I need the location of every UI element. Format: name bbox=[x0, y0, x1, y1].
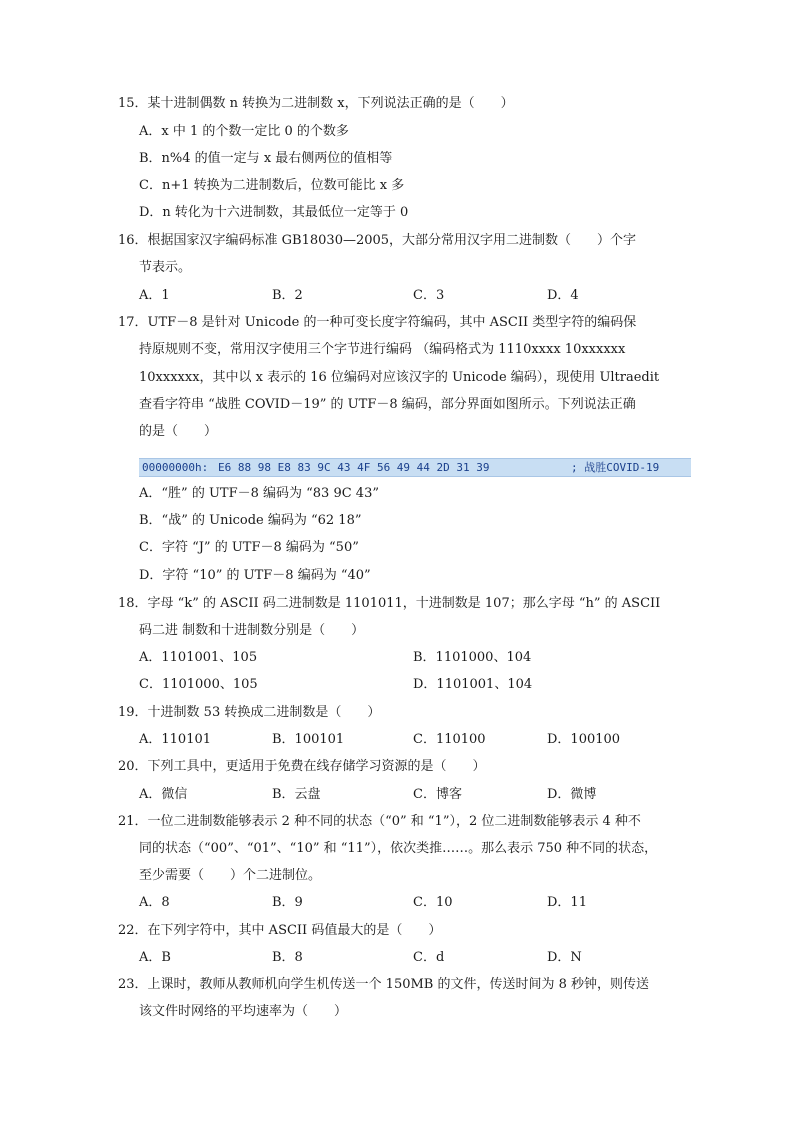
q18-option-c: C．1101000、105 bbox=[139, 677, 258, 692]
q22-option-c: C．d bbox=[413, 950, 445, 965]
q17-option-c: C．字符 “J” 的 UTF－8 编码为 “50” bbox=[139, 540, 359, 555]
question-17-stem-line5: 的是（ ） bbox=[139, 424, 218, 439]
question-21-stem-line3: 至少需要（ ）个二进制位。 bbox=[139, 868, 322, 883]
question-17-stem-line4: 查看字符串 “战胜 COVID－19” 的 UTF－8 编码，部分界面如图所示。下列说法正确 bbox=[139, 397, 636, 412]
question-21-stem-line2: 同的状态（“00”、“01”、“10” 和 “11”），依次类推……。那么表示 750 种不同的状态， bbox=[139, 841, 658, 856]
q20-option-a: A．微信 bbox=[139, 787, 188, 802]
q19-option-b: B．100101 bbox=[272, 732, 345, 747]
q17-option-a: A．“胜” 的 UTF－8 编码为 “83 9C 43” bbox=[139, 486, 379, 501]
question-17-stem-line3: 10xxxxxx，其中以 x 表示的 16 位编码对应该汉字的 Unicode 编码），现使用 Ultraedit bbox=[139, 370, 660, 385]
q18-option-b: B．1101000、104 bbox=[413, 650, 532, 665]
hex-address: 00000000h: bbox=[142, 461, 209, 474]
question-15-stem: 15．某十进制偶数 n 转换为二进制数 x，下列说法正确的是（ ） bbox=[118, 96, 514, 111]
q16-option-d: D．4 bbox=[547, 288, 579, 303]
q18-options-row2 bbox=[139, 675, 699, 695]
question-23-stem-line1: 23．上课时，教师从教师机向学生机传送一个 150MB 的文件，传送时间为 8 秒钟，则传送 bbox=[118, 977, 650, 992]
q20-options bbox=[139, 785, 699, 805]
q18-option-d: D．1101001、104 bbox=[413, 677, 533, 692]
q16-option-c: C．3 bbox=[413, 288, 445, 303]
q17-option-d: D．字符 “10” 的 UTF－8 编码为 “40” bbox=[139, 568, 371, 583]
q15-option-c: C．n+1 转换为二进制数后，位数可能比 x 多 bbox=[139, 178, 405, 193]
question-17-stem-line1: 17．UTF－8 是针对 Unicode 的一种可变长度字符编码，其中 ASCII 类型字符的编码保 bbox=[118, 315, 637, 330]
q20-option-b: B．云盘 bbox=[272, 787, 321, 802]
q15-option-b: B．n%4 的值一定与 x 最右侧两位的值相等 bbox=[139, 151, 393, 166]
q22-option-b: B．8 bbox=[272, 950, 303, 965]
q18-option-a: A．1101001、105 bbox=[139, 650, 258, 665]
q22-options bbox=[139, 948, 699, 968]
question-22-stem: 22．在下列字符中，其中 ASCII 码值最大的是（ ） bbox=[118, 923, 442, 938]
hex-ascii-preview: ; 战胜COVID-19 bbox=[571, 461, 660, 474]
q20-option-d: D．微博 bbox=[547, 787, 597, 802]
q19-options bbox=[139, 730, 699, 750]
q16-options bbox=[139, 286, 699, 306]
q19-option-d: D．100100 bbox=[547, 732, 621, 747]
question-19-stem: 19．十进制数 53 转换成二进制数是（ ） bbox=[118, 705, 381, 720]
q21-option-b: B．9 bbox=[272, 895, 303, 910]
hex-editor-row bbox=[139, 458, 691, 477]
q16-option-b: B．2 bbox=[272, 288, 303, 303]
q18-options-row1 bbox=[139, 648, 699, 668]
q21-option-c: C．10 bbox=[413, 895, 453, 910]
question-18-stem-line2: 码二进 制数和十进制数分别是（ ） bbox=[139, 623, 365, 638]
question-16-stem-line1: 16．根据国家汉字编码标准 GB18030—2005，大部分常用汉字用二进制数（ ）个字 bbox=[118, 233, 637, 248]
q17-option-b: B．“战” 的 Unicode 编码为 “62 18” bbox=[139, 513, 362, 528]
q19-option-c: C．110100 bbox=[413, 732, 486, 747]
question-18-stem-line1: 18．字母 “k” 的 ASCII 码二进制数是 1101011，十进制数是 107；那么字母 “h” 的 ASCII bbox=[118, 596, 661, 611]
q21-option-a: A．8 bbox=[139, 895, 170, 910]
question-16-stem-line2: 节表示。 bbox=[139, 260, 192, 275]
question-20-stem: 20．下列工具中，更适用于免费在线存储学习资源的是（ ） bbox=[118, 759, 486, 774]
q16-option-a: A．1 bbox=[139, 288, 170, 303]
hex-bytes: E6 88 98 E8 83 9C 43 4F 56 49 44 2D 31 39 bbox=[218, 461, 490, 474]
q20-option-c: C．博客 bbox=[413, 787, 462, 802]
q19-option-a: A．110101 bbox=[139, 732, 212, 747]
q21-option-d: D．11 bbox=[547, 895, 587, 910]
question-21-stem-line1: 21．一位二进制数能够表示 2 种不同的状态（“0” 和 “1”），2 位二进制数能够表示 4 种不 bbox=[118, 814, 641, 829]
q15-option-d: D．n 转化为十六进制数，其最低位一定等于 0 bbox=[139, 205, 409, 220]
q21-options bbox=[139, 893, 699, 913]
question-17-stem-line2: 持原规则不变，常用汉字使用三个字节进行编码 （编码格式为 1110xxxx 10xxxxxx bbox=[139, 342, 626, 357]
q22-option-a: A．B bbox=[139, 950, 171, 965]
q15-option-a: A．x 中 1 的个数一定比 0 的个数多 bbox=[139, 124, 349, 139]
question-23-stem-line2: 该文件时网络的平均速率为（ ） bbox=[139, 1004, 348, 1019]
q22-option-d: D．N bbox=[547, 950, 582, 965]
